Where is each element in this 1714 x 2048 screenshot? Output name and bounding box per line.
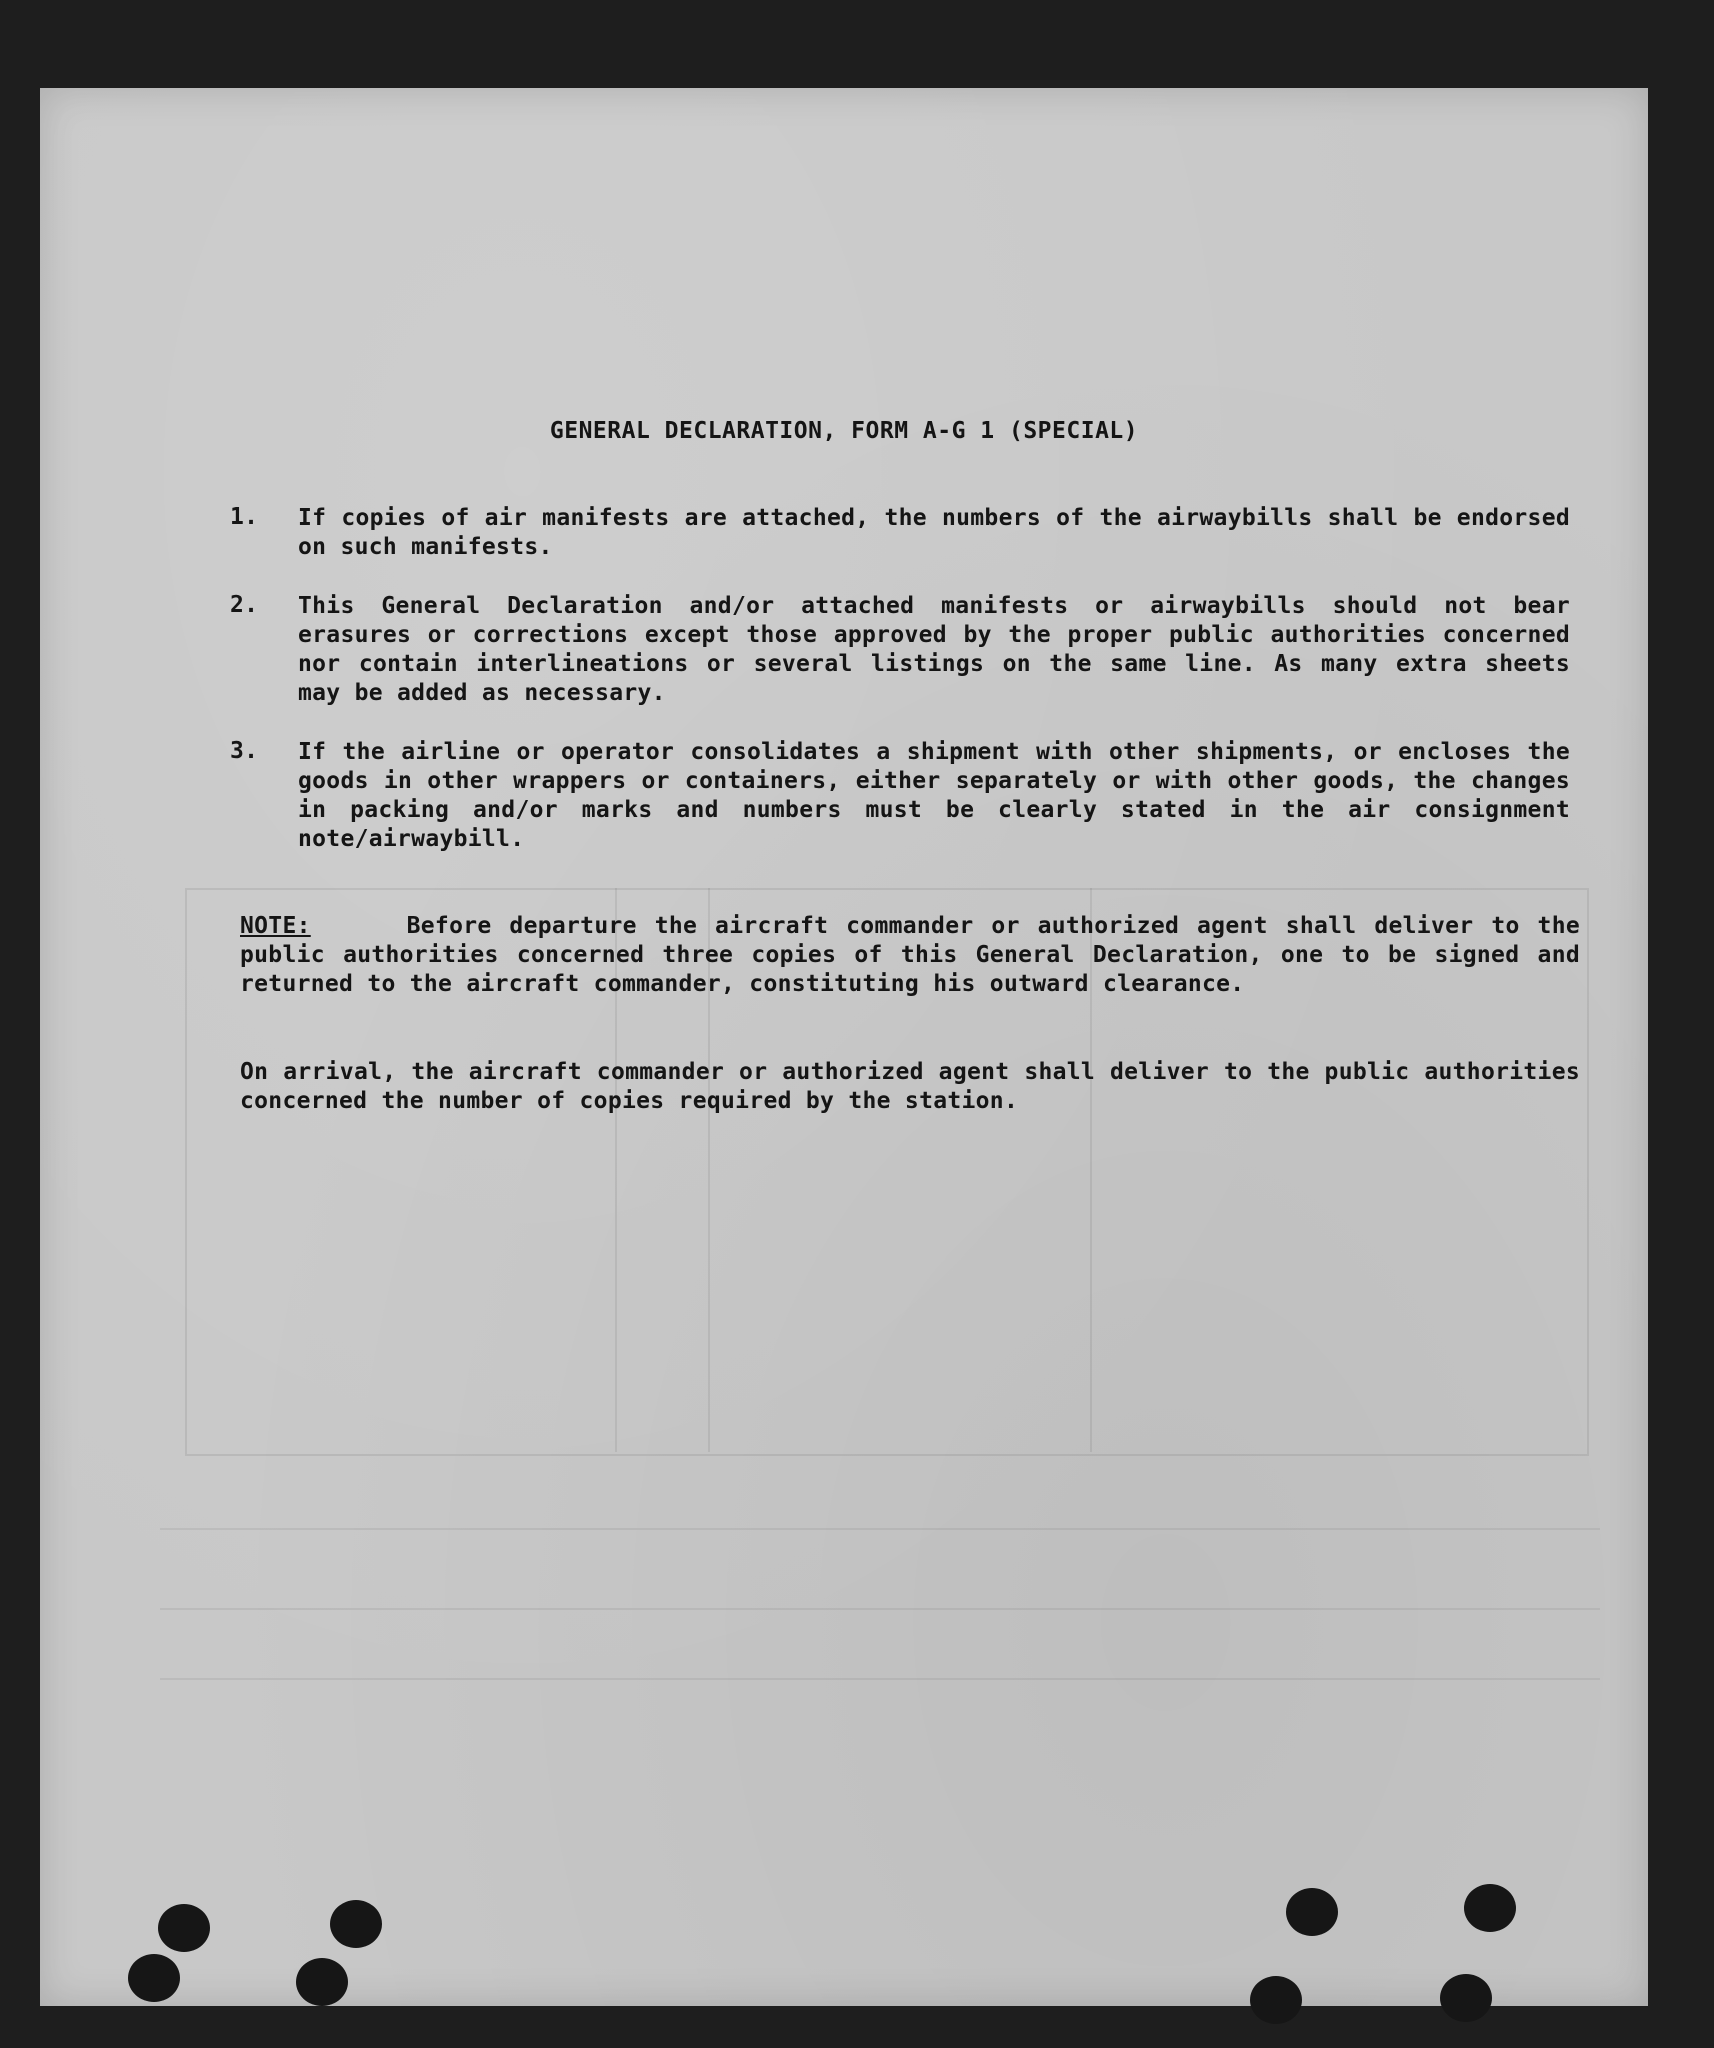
document-page — [40, 88, 1648, 2006]
bleed-through-rule — [160, 1528, 1600, 1530]
bleed-through-rule — [160, 1608, 1600, 1610]
bleed-through-rule — [160, 1678, 1600, 1680]
punch-hole — [1440, 1974, 1492, 2022]
note-paragraph — [240, 912, 1580, 999]
instruction-item-3 — [230, 738, 1570, 854]
item-text: This General Declaration and/or attached manifests or airwaybills should not bear erasures or corrections except those approved by the proper public authorities concerned nor contain interlineations or several listings on the same line. As many extra sheets may be added as necessary. — [298, 593, 1570, 706]
form-title: GENERAL DECLARATION, FORM A-G 1 (SPECIAL) — [549, 418, 1139, 444]
item-text: If copies of air manifests are attached, the numbers of the airwaybills shall be endorsed on such manifests. — [298, 505, 1570, 560]
instruction-item-1 — [230, 504, 1570, 562]
note-text: Before departure the aircraft commander or authorized agent shall deliver to the public authorities concerned three copies of this General Declaration, one to be signed and returned to the aircraft commander, constituting his outward clearance. — [240, 913, 1580, 997]
punch-hole — [1464, 1884, 1516, 1932]
item-number: 2. — [230, 592, 259, 618]
punch-hole — [330, 1900, 382, 1948]
note-label: NOTE: — [240, 913, 311, 939]
punch-hole — [296, 1958, 348, 2006]
arrival-paragraph — [240, 1058, 1580, 1116]
punch-hole — [128, 1954, 180, 2002]
item-text: If the airline or operator consolidates a shipment with other shipments, or encloses the goods in other wrappers or containers, either separately or with other goods, the changes in packing and/or marks and numbers must be clearly stated in the air consignment note/airwaybill. — [298, 739, 1570, 852]
punch-hole — [158, 1904, 210, 1952]
instruction-item-2 — [230, 592, 1570, 708]
punch-hole — [1286, 1888, 1338, 1936]
punch-hole — [1250, 1976, 1302, 2024]
arrival-text: On arrival, the aircraft commander or authorized agent shall deliver to the public authorities concerned the number of copies required by the station. — [240, 1059, 1580, 1114]
item-number: 1. — [230, 504, 259, 530]
item-number: 3. — [230, 738, 259, 764]
